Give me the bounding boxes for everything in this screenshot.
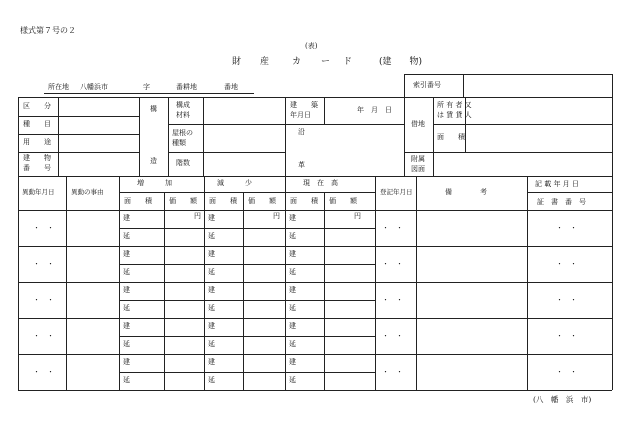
location-banchi2: 番地 — [224, 83, 238, 91]
row1-decrease-ken: 建 — [208, 214, 215, 222]
form-number: 様式第７号の２ — [20, 26, 76, 35]
increase-area-header: 面 積 — [124, 197, 152, 205]
row3-decrease-nobe: 延 — [208, 304, 215, 312]
kenchiku-label-1: 建 築 — [290, 101, 318, 109]
idou-date-header: 異動年月日 — [22, 188, 55, 196]
row2-kisai-date: ・ ・ — [556, 260, 577, 268]
title-char-1: 財 — [232, 57, 242, 67]
index-number-label: 索引番号 — [413, 81, 441, 89]
current-value-header: 価 額 — [329, 197, 357, 205]
location-banchi1: 番耕地 — [176, 83, 197, 91]
row2-reg-date: ・ ・ — [382, 260, 403, 268]
row4-reg-date: ・ ・ — [382, 332, 403, 340]
current-area-header: 面 積 — [290, 197, 318, 205]
enkaku-label-1: 沿 — [298, 128, 305, 136]
row2-increase-ken: 建 — [123, 250, 130, 258]
row3-current-nobe: 延 — [289, 304, 296, 312]
row1-idou-date: ・ ・ — [33, 224, 54, 232]
fuzoku-label-1: 附属 — [411, 155, 425, 163]
row4-decrease-ken: 建 — [208, 322, 215, 330]
owner-label-2: は 賃 貸 人 — [437, 111, 472, 119]
row5-decrease-nobe: 延 — [208, 376, 215, 384]
kubun-label: 区 分 — [23, 102, 51, 110]
row3-idou-date: ・ ・ — [33, 296, 54, 304]
front-mark: (表) — [305, 42, 318, 50]
menseki-label: 面 積 — [437, 133, 465, 141]
shakuchi-label: 借地 — [411, 120, 425, 128]
row5-reg-date: ・ ・ — [382, 368, 403, 376]
kisai-date-header: 記 載 年 月 日 — [535, 180, 579, 188]
increase-header: 増 加 — [137, 179, 172, 187]
row2-current-nobe: 延 — [289, 268, 296, 276]
decrease-value-header: 価 額 — [248, 197, 276, 205]
row4-current-nobe: 延 — [289, 340, 296, 348]
shumoku-label: 種 目 — [23, 120, 51, 128]
row4-kisai-date: ・ ・ — [556, 332, 577, 340]
row3-increase-nobe: 延 — [123, 304, 130, 312]
reg-date-header: 登記年月日 — [380, 188, 413, 196]
title-subtitle: (建 物) — [379, 57, 423, 67]
row5-increase-ken: 建 — [123, 358, 130, 366]
index-number-field[interactable] — [470, 78, 608, 93]
kosei-label-1: 構成 — [176, 101, 190, 109]
enkaku-label-2: 革 — [298, 161, 305, 169]
row1-increase-yen: 円 — [194, 212, 201, 220]
owner-label-1: 所 有 者 又 — [437, 101, 472, 109]
row1-kisai-date: ・ ・ — [556, 224, 577, 232]
row4-decrease-nobe: 延 — [208, 340, 215, 348]
kenchiku-date-value: 年 月 日 — [357, 106, 392, 114]
row5-current-nobe: 延 — [289, 376, 296, 384]
row4-increase-ken: 建 — [123, 322, 130, 330]
row2-decrease-ken: 建 — [208, 250, 215, 258]
row1-increase-ken: 建 — [123, 214, 130, 222]
row3-decrease-ken: 建 — [208, 286, 215, 294]
kosei-label-2: 材料 — [176, 111, 190, 119]
row2-idou-date: ・ ・ — [33, 260, 54, 268]
row5-idou-date: ・ ・ — [33, 368, 54, 376]
row1-decrease-nobe: 延 — [208, 232, 215, 240]
increase-value-header: 価 額 — [169, 197, 197, 205]
kozo-label-2: 造 — [150, 157, 157, 165]
row4-increase-nobe: 延 — [123, 340, 130, 348]
location-underline — [44, 93, 254, 94]
row3-current-ken: 建 — [289, 286, 296, 294]
row1-reg-date: ・ ・ — [382, 224, 403, 232]
location-label: 所在地 — [48, 83, 69, 91]
kenchiku-label-2: 年月日 — [290, 111, 311, 119]
row3-reg-date: ・ ・ — [382, 296, 403, 304]
title-char-4: ー — [321, 57, 331, 67]
row2-increase-nobe: 延 — [123, 268, 130, 276]
yane-label-1: 屋根の — [172, 129, 193, 137]
row3-increase-ken: 建 — [123, 286, 130, 294]
row1-current-yen: 円 — [354, 212, 361, 220]
decrease-area-header: 面 積 — [209, 197, 237, 205]
title-char-3: カ — [292, 57, 302, 67]
fuzoku-label-2: 図面 — [411, 165, 425, 173]
row2-current-ken: 建 — [289, 250, 296, 258]
title-char-2: 産 — [260, 57, 270, 67]
bango-label-2: 番 号 — [23, 164, 51, 172]
row1-increase-nobe: 延 — [123, 232, 130, 240]
bango-label-1: 建 物 — [23, 154, 51, 162]
kozo-label-1: 構 — [150, 105, 157, 113]
row4-current-ken: 建 — [289, 322, 296, 330]
row5-decrease-ken: 建 — [208, 358, 215, 366]
row1-current-nobe: 延 — [289, 232, 296, 240]
row5-current-ken: 建 — [289, 358, 296, 366]
yane-label-2: 種類 — [172, 139, 186, 147]
current-header: 現 在 高 — [303, 179, 338, 187]
row5-increase-nobe: 延 — [123, 376, 130, 384]
row5-kisai-date: ・ ・ — [556, 368, 577, 376]
row4-idou-date: ・ ・ — [33, 332, 54, 340]
footer-city: (八 幡 浜 市) — [533, 395, 592, 404]
decrease-header: 減 少 — [217, 179, 252, 187]
idou-reason-header: 異動の事由 — [71, 188, 104, 196]
kaisu-label: 階数 — [176, 159, 190, 167]
row2-decrease-nobe: 延 — [208, 268, 215, 276]
row1-current-ken: 建 — [289, 214, 296, 222]
location-aza: 字 — [143, 83, 150, 91]
location-city: 八幡浜市 — [80, 83, 108, 91]
yoto-label: 用 途 — [23, 138, 51, 146]
row1-decrease-yen: 円 — [273, 212, 280, 220]
remarks-header: 備 考 — [445, 188, 487, 196]
certificate-number-header: 証 書 番 号 — [537, 198, 586, 206]
title-char-5: ド — [343, 57, 353, 67]
row3-kisai-date: ・ ・ — [556, 296, 577, 304]
